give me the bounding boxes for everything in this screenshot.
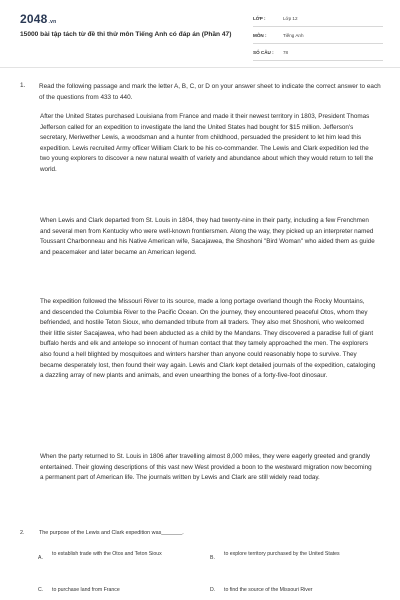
meta-row-count [253,44,383,61]
meta-label-class: LỚP : [253,15,266,21]
option-a[interactable] [38,550,198,560]
option-a-text: to establish trade with the Otos and Teton Sioux [52,551,162,557]
paragraph-text: After the United States purchased Louisiana from France and made it their newest territory in 1803, President Thomas Jefferson called for an expedition to investigate the land the United States had bought for $15 million. Jefferson's secretary, Meriwether Lewis, a woodsman and a hunter from childhood, persuaded the president to let him lead this expedition. Lewis recruited Army officer William Clark to be his co-commander. The Lewis and Clark expedition led the two young explorers to discover a new natural wealth of variety and abundance about which they would return to tell the world. [40,113,374,173]
site-logo[interactable] [20,12,56,26]
option-d-letter: D. [210,587,216,593]
page-header [0,0,400,64]
option-c-text: to purchase land from France [52,587,120,593]
option-d-text: to find the source of the Missouri River [224,587,313,593]
logo-main: 2048 [20,12,48,26]
meta-row-class [253,10,383,27]
option-b-text: to explore territory purchased by the United States [224,551,340,557]
question-1-number: 1. [20,82,26,89]
meta-value-class: Lớp 12 [283,15,298,21]
option-d[interactable] [210,586,380,596]
paragraph-text: When Lewis and Clark departed from St. Louis in 1804, they had twenty-nine in their party, including a few Frenchmen and several men from Kentucky who were well-known frontiersmen. Along the way, they picked up an interpreter named Toussant Charbonneau and his Native American wife, Sacajawea, the Shoshoni "Bird Woman" who aided them as guide and peacemaker and later became an American legend. [40,217,375,256]
passage-paragraph-2 [40,216,376,258]
meta-label-subject: MÔN : [253,32,267,38]
passage-paragraph-4 [40,452,376,484]
option-c[interactable] [38,586,198,596]
passage-paragraph-1 [40,112,376,176]
meta-label-count: SỐ CÂU : [253,49,274,55]
option-b-letter: B. [210,555,215,561]
passage-paragraph-3 [40,297,376,382]
paragraph-text: When the party returned to St. Louis in 1806 after travelling almost 8,000 miles, they were eagerly greeted and grandly entertained. Their glowing descriptions of this vast new West provided a boon to the westward migration now becoming a permanent part of American life. The journals written by Lewis and Clark are still widely read today. [40,453,372,482]
option-b[interactable] [210,550,380,560]
option-c-letter: C. [38,587,44,593]
header-divider [0,67,400,68]
question-1 [20,82,382,103]
logo-suffix: .vn [48,19,57,25]
meta-info [253,10,383,61]
option-a-letter: A. [38,555,43,561]
question-1-instruction: Read the following passage and mark the letter A, B, C, or D on your answer sheet to indicate the correct answer to each of the questions from 433 to 440. [39,83,381,101]
question-2-stem: The purpose of the Lewis and Clark expedition was_______. [39,530,184,536]
meta-value-count: 78 [283,49,289,55]
paragraph-text: The expedition followed the Missouri River to its source, made a long portage overland though the Rocky Mountains, and descended the Columbia River to the Pacific Ocean. On the journey, they encountered peaceful Otos, whom they befriended, and hostile Teton Sioux, who demanded tribute from all traders. They also met Shoshoni, who welcomed their little sister Sacajawea, who had been abducted as a child by the Mandans. They discovered a paradise full of giant buffalo herds and elk and antelope so innocent of human contact that they tamely approached the men. The explorers also found a hell blighted by mosquitoes and winters harsher than anyone could reasonably hope to survive. They became desperately lost, then found their way again. Lewis and Clark kept detailed journals of the expedition, cataloging a dazzling array of new plants and animals, and even unearthing the bones of a forty-five-foot dinosaur. [40,298,376,380]
meta-row-subject [253,27,383,44]
document-title: 15000 bài tập tách từ đề thi thử môn Tiếng Anh có đáp án (Phần 47) [20,31,232,38]
question-2 [20,530,382,536]
question-2-number: 2. [20,530,25,536]
meta-value-subject: Tiếng Anh [283,32,304,38]
